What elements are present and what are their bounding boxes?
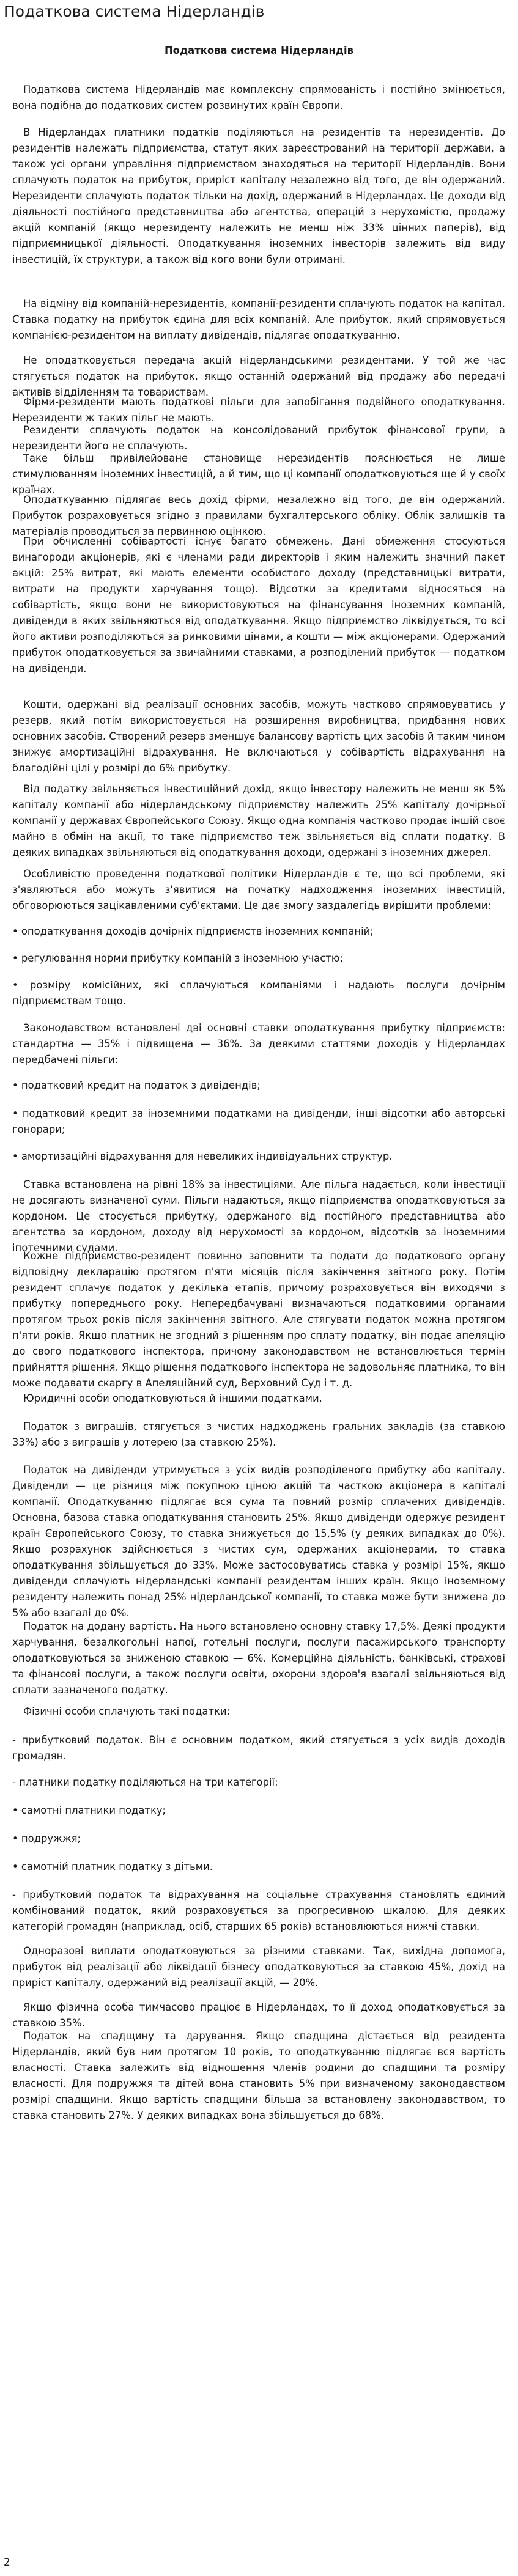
paragraph: Таке більш привілейоване становище нерезидентів пояснюється не лише стимулюванням іноземних інвестицій, а й тим, що ці компанії оподатковуються ще й у своїх країнах. bbox=[12, 452, 505, 496]
list-item: - прибутковий податок та відрахування на соціальне страхування становлять єдиний комбінований податок, який розраховується за прогресивною шкалою. Для деяких категорій громадян (наприклад, осіб, старших 65 років) встановлюються нижчі ставки. bbox=[12, 1889, 505, 1932]
list-item: - платники податку поділяються на три категорії: bbox=[12, 1776, 278, 1788]
list-item: • самотній платник податку з дітьми. bbox=[12, 1861, 213, 1872]
paragraph: Не оподатковується передача акцій нідерландськими резидентами. У той же час стягується податок на прибуток, якщо останній одержаний від продажу або передачі активів відділенням та товариствам. bbox=[12, 355, 505, 398]
paragraph: Одноразові виплати оподатковуються за різними ставками. Так, вихідна допомога, прибуток від реалізації або ліквідації бізнесу оподатковуються за ставкою 45%, дохід на приріст капіталу, одержаний від реалізації акцій, — 20%. bbox=[12, 1945, 505, 1989]
paragraph: Фізичні особи сплачують такі податки: bbox=[23, 1706, 231, 1717]
paragraph: Податкова система Нідерландів має комплексну спрямованість і постійно змінюється, вона подібна до податкових систем розвинутих країн Європи. bbox=[12, 84, 505, 111]
paragraph: Податок з виграшів, стягується з чистих надходжень гральних закладів (за ставкою 33%) або з виграшів у лотерею (за ставкою 25%). bbox=[12, 1421, 505, 1448]
paragraph: При обчисленні собівартості існує багато обмежень. Дані обмеження стосуються винагороди акціонерів, які є членами ради директорів і яким належить значний пакет акцій: 25% витрат, які мають елементи особистого доходу (представницькі витрати, витрати на продукти харчування тощо). Відсотки за кредитами відносяться на собівартість, якщо вони не використовуються на фінансування іноземних компаній, дивіденди в яких звільняються від оподаткування. Якщо підприємство ліквідується, то всі його активи розподіляються за ринковими цінами, а кошти — між акціонерами. Одержаний прибуток оподатковується за звичайними ставками, а розподілений прибуток — податком на дивіденди. bbox=[12, 535, 505, 674]
list-item: • податковий кредит на податок з дивідендів; bbox=[12, 1080, 261, 1091]
paragraph: Від податку звільняється інвестиційний дохід, якщо інвестору належить не менш як 5% капіталу компанії або нідерландському підприємству належить 25% капіталу дочірньої компанії у державах Європейського Союзу. Якщо одна компанія частково продає іншій своє майно в обмін на акції, то таке підприємство теж звільняється від сплати податку. В деяких випадках звільняються від оподаткування доходи, одержані з іноземних джерел. bbox=[12, 783, 505, 858]
list-item: - прибутковий податок. Він є основним податком, який стягується з усіх видів доходів громадян. bbox=[12, 1734, 505, 1762]
list-item: • амортизаційні відрахування для невеликих індивідуальних структур. bbox=[12, 1150, 393, 1162]
paragraph: Юридичні особи оподатковуються й іншими податками. bbox=[23, 1393, 322, 1404]
paragraph: Оподаткуванню підлягає весь дохід фірми, незалежно від того, де він одержаний. Прибуток розраховується згідно з правилами бухгалтерського обліку. Облік залишків та матеріалів проводиться за первинною оцінкою. bbox=[12, 494, 505, 537]
paragraph: Ставка встановлена на рівні 18% за інвестиціями. Але пільга надається, коли інвестиції не досягають визначеної суми. Пільги надаються, якщо підприємства оподатковуються за кордоном. Це стосується прибутку, одержаного від постійного представництва або агентства за кордоном, доходу від нерухомості за кордоном, відсотків за іноземними іпотечними судами. bbox=[12, 1179, 505, 1254]
list-item: • регулювання норми прибутку компаній з іноземною участю; bbox=[12, 952, 344, 964]
list-item: • самотні платники податку; bbox=[12, 1805, 166, 1816]
paragraph: Податок на додану вартість. На нього встановлено основну ставку 17,5%. Деякі продукти харчування, безалкогольні напої, готельні послуги, послуги пасажирського транспорту оподатковуються за зниженою ставкою — 6%. Комерційна діяльність, банківські, страхові та фінансові послуги, а також послуги освіти, охорони здоров'я взагалі звільняються від сплати зазначеного податку. bbox=[12, 1621, 505, 1696]
paragraph: Кошти, одержані від реалізації основних засобів, можуть частково спрямовуватись у резерв, який потім використовується на розширення виробництва, придбання нових основних засобів. Створений резерв зменшує балансову вартість цих засобів й таким чином знижує амортизаційні відрахування. Не включаються у собівартість відрахування на благодійні цілі у розмірі до 6% прибутку. bbox=[12, 699, 505, 774]
paragraph: В Нідерландах платники податків поділяються на резидентів та нерезидентів. До резидентів належать підприємства, статут яких зареєстрований на території держави, а також усі органи управління підприємством знаходяться на території Нідерландів. Вони сплачують податок на прибуток, приріст капіталу незалежно від того, де він одержаний. Нерезиденти сплачують податок тільки на дохід, одержаний в Нідерландах. Це доходи від діяльності постійного представництва або агентства, операцій з нерухомістю, продажу акцій компаній (якщо нерезиденту належить не менш ніж 33% цінних паперів), від підприємницької діяльності. Оподаткування іноземних інвесторів залежить від виду інвестицій, їх структури, а також від кого вони були отримані. bbox=[12, 127, 505, 265]
document-subtitle: Податкова система Нідерландів bbox=[164, 45, 354, 56]
paragraph: На відміну від компаній-нерезидентів, компанії-резиденти сплачують податок на капітал. Ставка податку на прибуток єдина для всіх компаній. Але прибуток, який спрямовується компанією-резидентом на виплату дивідендів, підлягає оподаткуванню. bbox=[12, 298, 505, 341]
list-item: • розміру комісійних, які сплачуються компаніями і надають послуги дочірнім підприємствам тощо. bbox=[12, 979, 505, 1007]
paragraph: Законодавством встановлені дві основні ставки оподаткування прибутку підприємств: стандартна — 35% і підвищена — 36%. За деякими статтями доходів у Нідерландах передбачені пільги: bbox=[12, 1022, 505, 1065]
paragraph: Резиденти сплачують податок на консолідований прибуток фінансової групи, а нерезиденти його не сплачують. bbox=[12, 424, 505, 452]
paragraph: Фірми-резиденти мають податкові пільги для запобігання подвійного оподаткування. Нерезиденти ж таких пільг не мають. bbox=[12, 396, 505, 424]
paragraph: Якщо фізична особа тимчасово працює в Нідерландах, то її доход оподатковується за ставкою 35%. bbox=[12, 2001, 505, 2029]
paragraph: Особливістю проведення податкової політики Нідерландів є те, що всі проблеми, які з'являються або можуть з'явитися на початку надходження іноземних інвестицій, обговорюються зацікавленими суб'єктами. Це дає змогу заздалегідь вирішити проблеми: bbox=[12, 868, 505, 911]
paragraph: Податок на дивіденди утримується з усіх видів розподіленого прибутку або капіталу. Дивіденди — це різниця між покупною ціною акцій та часткою акціонера в капіталі компанії. Оподаткуванню підлягає вся сума та повний розмір сплачених дивідендів. Основна, базова ставка оподаткування становить 25%. Якщо дивіденди одержує резидент країн Європейського Союзу, то ставка знижується до 15,5% (у деяких випадках до 0%). Якщо розрахунок здійснюється з чистих сум, одержаних акціонерами, то ставка оподаткування збільшується до 33%. Може застосовуватись ставка у розмірі 15%, якщо дивіденди сплачують нідерландські компанії резидентам інших країн. Якщо іноземному резиденту належить понад 25% нідерландської компанії, то ставка може бути знижена до 5% або взагалі до 0%. bbox=[12, 1464, 505, 1619]
list-item: • подружжя; bbox=[12, 1833, 81, 1844]
list-item: • оподаткування доходів дочірніх підприємств іноземних компаній; bbox=[12, 926, 374, 937]
document-title: Податкова система Нідерландів bbox=[4, 2, 265, 20]
paragraph: Кожне підприємство-резидент повинно заповнити та подати до податкового органу відповідну декларацію протягом п'яти місяців після закінчення звітного року. Потім резидент сплачує податок у декілька етапів, причому розраховується він виходячи з прибутку попереднього року. Непередбачувані визначаються податковими органами протягом трьох років після закінчення звітного. Але стягувати податок можна протягом п'яти років. Якщо платник не згодний з рішенням про сплату податку, він подає апеляцію до свого податкового інспектора, причому законодавством не встановлюється термін прийняття рішення. Якщо рішення податкового інспектора не задовольняє платника, то він може подавати скаргу в Апеляційний суд, Верховний Суд і т. д. bbox=[12, 1250, 505, 1389]
page-number: 2 bbox=[4, 2556, 10, 2568]
paragraph: Податок на спадщину та дарування. Якщо спадщина дістається від резидента Нідерландів, який був ним протягом 10 років, то оподаткуванню підлягає вся вартість власності. Ставка залежить від відношення членів родини до спадщини та розміру власності. Для подружжя та дітей вона становить 5% при визначеному законодавством розмірі спадщини. Якщо вартість спадщини більша за встановлену законодавством, то ставка становить 27%. У деяких випадках вона збільшується до 68%. bbox=[12, 2030, 505, 2121]
list-item: • податковий кредит за іноземними податками на дивіденди, інші відсотки або авторські гонорари; bbox=[12, 1108, 505, 1135]
